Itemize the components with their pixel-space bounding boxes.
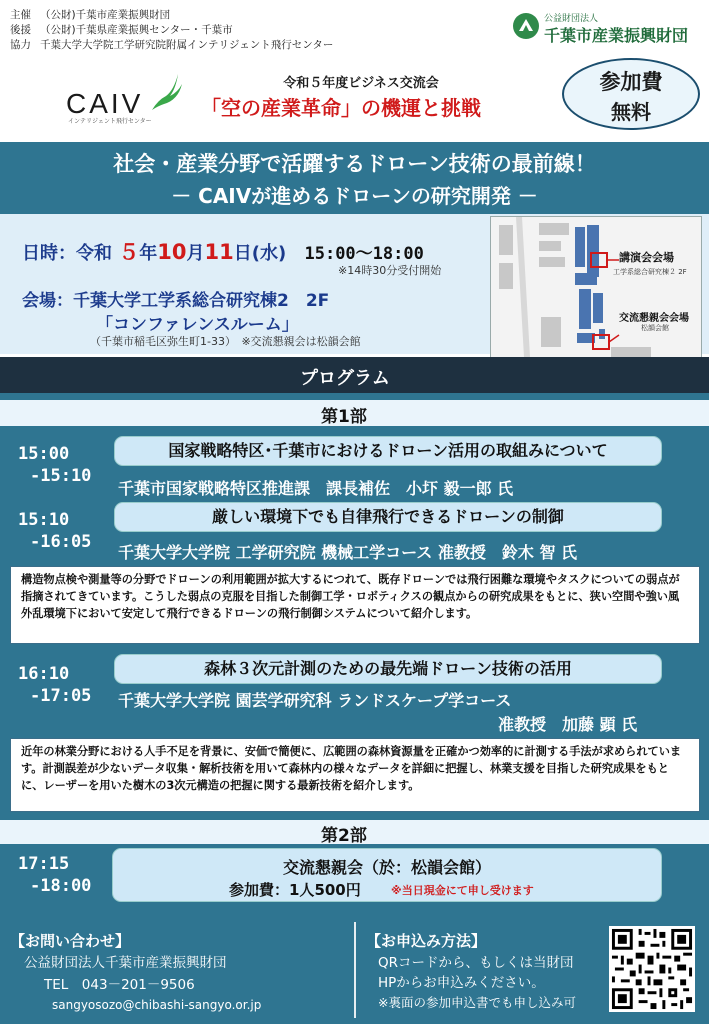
event-datetime: 日時：令和 ５年10月11日(水) 15:00～18:00 (22, 240, 424, 264)
party-box (112, 848, 662, 902)
party-title: 交流懇親会（於：松韻会館） (282, 858, 491, 877)
event-month: 10 (157, 240, 187, 264)
event-weekday: (水) (251, 243, 287, 264)
session1-title: 国家戦略特区･千葉市におけるドローン活用の取組みについて (114, 436, 662, 466)
part1-label: 第1部 (321, 407, 367, 427)
apply-line3: ※裏面の参加申込書でも申し込み可 (378, 995, 576, 1010)
venue: 会場：千葉大学工学系総合研究棟2 2F (22, 291, 330, 311)
reception-note: ※14時30分受付開始 (338, 264, 442, 277)
venue-address: （千葉市稲毛区弥生町1-33） ※交流懇親会は松韻会館 (90, 335, 361, 348)
session1-speaker: 千葉市国家戦略特区推進課 課長補佐 小圷 毅一郎 氏 (118, 479, 514, 498)
session2-title: 厳しい環境下でも自律飛行できるドローンの制御 (114, 502, 662, 532)
session2-end: -16:05 (30, 532, 92, 552)
session3-speaker-title: 准教授 加藤 顕 氏 (498, 715, 638, 734)
session3-speaker: 千葉大学大学院 園芸学研究科 ランドスケープ学コース (118, 691, 512, 710)
sponsor-row: 協力 千葉大学大学院工学研究院附属インテリジェント飛行センター (10, 39, 334, 51)
part2-label: 第2部 (321, 826, 367, 846)
sponsor-row: 後援 （公財)千葉県産業振興センター・千葉市 (10, 24, 233, 36)
map-lecture-sub: 工学系総合研究棟２ 2F (613, 268, 687, 276)
contact-org: 公益財団法人千葉市産業振興財団 (24, 955, 227, 971)
contact-tel[interactable]: TEL 043－201－9506 (44, 977, 195, 993)
map-lecture-label: 講演会会場 (619, 251, 674, 264)
event-year: ５ (118, 240, 140, 264)
party-end: -18:00 (30, 876, 92, 896)
session3-description: 近年の林業分野における人手不足を背景に、安価で簡便に、広範囲の森林資源量を正確かつ効率的に計測する手法が求められています。計測誤差が少ないデータ収集・解析技術を用いて森林内の様々なデータを詳細に把握し、林業支援を目指した研究成果をもとに、レーザーを用いた樹木の3次元構造の把握に関する最新技術を紹介します。 (10, 738, 700, 812)
session3-title: 森林３次元計測のための最先端ドローン技術の活用 (114, 654, 662, 684)
venue-room: 「コンファレンスルーム」 (96, 315, 299, 335)
event-theme: 「空の産業革命」の機運と挑戦 (201, 96, 481, 120)
bird-icon (148, 70, 184, 116)
map-party-sub: 松韻会館 (641, 324, 669, 332)
session3-start: 16:10 (18, 664, 70, 684)
party-fee: 参加費：1人500円 (229, 881, 361, 899)
session2-start: 15:10 (18, 510, 70, 530)
contact-email[interactable]: sangyosozo@chibashi-sangyo.or.jp (52, 998, 262, 1012)
event-time: 15:00～18:00 (304, 244, 424, 264)
footer-divider (354, 922, 356, 1018)
main-title: 社会・産業分野で活躍するドローン技術の最前線！ (113, 152, 596, 176)
caiv-logo-subtitle: インテリジェント飛行センター (68, 118, 152, 125)
session1-start: 15:00 (18, 444, 70, 464)
session3-end: -17:05 (30, 686, 92, 706)
session2-speaker: 千葉大学大学院 工学研究院 機械工学コース 准教授 鈴木 智 氏 (118, 543, 578, 562)
program-title: プログラム (300, 368, 390, 389)
foundation-name: 千葉市産業振興財団 (544, 26, 689, 45)
fee-value: 無料 (611, 100, 651, 124)
session1-end: -15:10 (30, 466, 92, 486)
apply-title: 【お申込み方法】 (366, 932, 487, 950)
fee-label: 参加費 (599, 70, 663, 94)
caiv-logo-text: CAIV (66, 88, 144, 119)
foundation-logo (512, 10, 702, 44)
apply-line1: QRコードから、もしくは当財団 (378, 955, 574, 971)
party-fee-note: ※当日現金にて申し受けます (391, 884, 534, 897)
qr-code-icon[interactable] (609, 926, 695, 1012)
sub-title: － CAIVが進めるドローンの研究開発 － (171, 184, 538, 208)
qr-code-pattern (609, 926, 695, 1012)
party-start: 17:15 (18, 854, 70, 874)
foundation-mark-icon (512, 12, 540, 40)
event-day: 11 (204, 240, 234, 264)
map-party-label: 交流懇親会会場 (619, 313, 689, 324)
contact-title: 【お問い合わせ】 (10, 932, 131, 950)
sponsor-row: 主催 （公財)千葉市産業振興財団 (10, 9, 171, 21)
free-admission-badge (562, 58, 700, 130)
caiv-logo (66, 76, 186, 126)
session2-description: 構造物点検や測量等の分野でドローンの利用範囲が拡大するにつれて、既存ドローンでは飛行困難な環境やタスクについての弱点が指摘されてきています。こうした弱点の克服を目指した制御工学・ロボティクスの観点からの研究成果をもとに、狭い空間や強い風外乱環境下において安定して飛行できるドローンの飛行制御システムについて紹介します。 (10, 566, 700, 644)
event-name: 令和５年度ビジネス交流会 (283, 76, 439, 91)
apply-line2: HPからお申込みください。 (378, 975, 545, 991)
foundation-small-label: 公益財団法人 (544, 14, 599, 24)
sponsor-list (10, 8, 430, 53)
